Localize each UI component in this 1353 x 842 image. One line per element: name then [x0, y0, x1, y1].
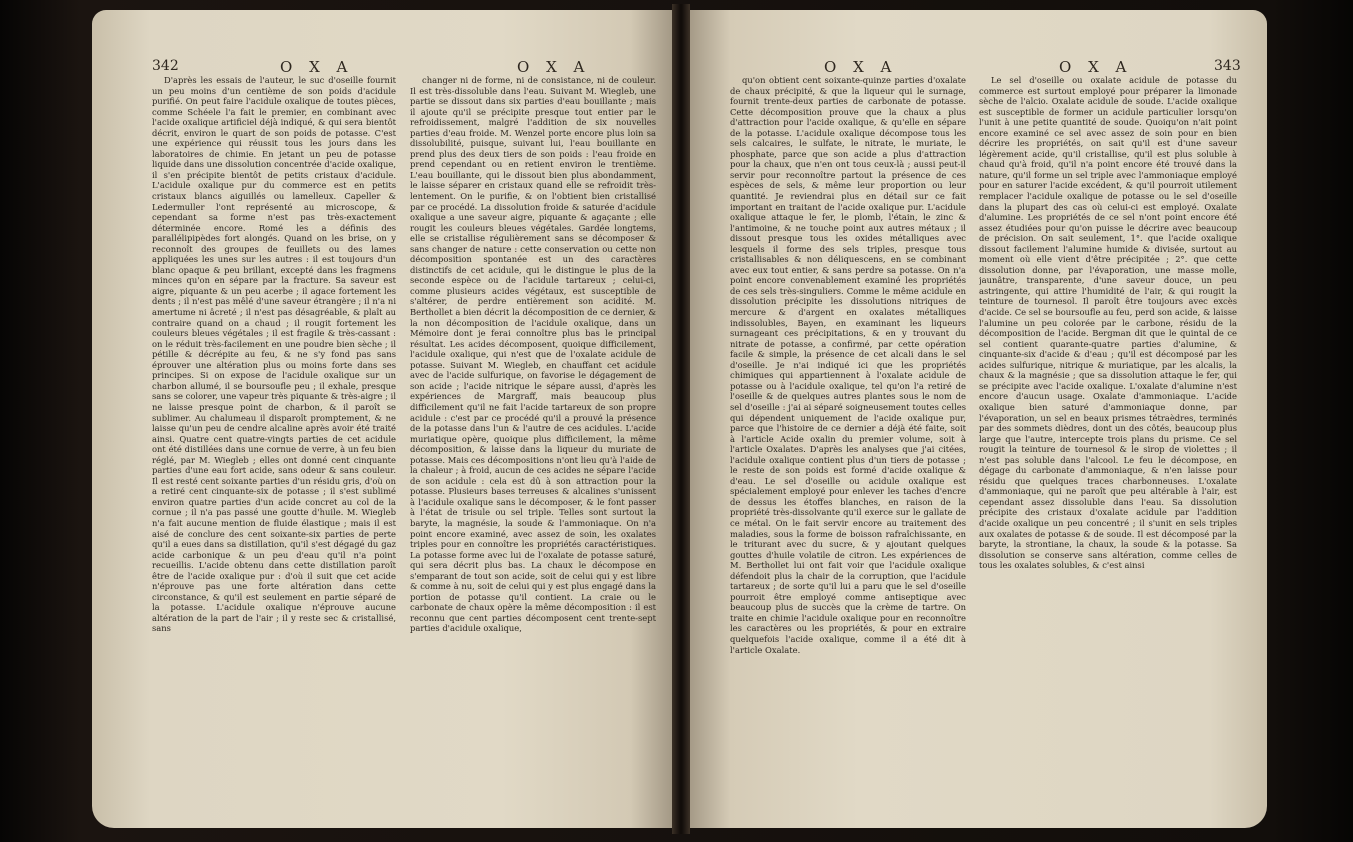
right-col1-header: O X A	[824, 58, 898, 76]
right-page-number: 343	[1214, 58, 1241, 74]
left-col1-header: O X A	[280, 58, 354, 76]
right-column-1-text: qu'on obtient cent soixante-quinze parties d'oxalate de chaux précipité, & que la liqueur qui le surnage, fournit trente-deux parties de carbonate de potasse. Cette décomposition prouve que la chaux a plus d'attraction pour l'acide oxalique, & qu'elle en sépare de la potasse. L'acidule oxalique décompose tous les sels calcaires, le sulfate, le nitrate, le muriate, le phosphate, parce que son acide a plus d'attraction pour la chaux, que n'en ont tous ceux-là ; aussi peut-il servir pour reconnoître partout la présence de ces espèces de sels, & même leur proportion ou leur quantité. Je reviendrai plus en détail sur ce fait important en traitant de l'acide oxalique pur. L'acidule oxalique attaque le fer, le plomb, l'étain, le zinc & l'antimoine, & ne touche point aux autres métaux ; il dissout presque tous les oxides métalliques avec lesquels il forme des sels triples, presque tous cristallisables & non déliquescens, en se combinant avec eux tout entier, & sans perdre sa potasse. On n'a point encore convenablement examiné les propriétés de ces sels très-singuliers. Comme le même acidule en dissolution précipite les dissolutions nitriques de mercure & d'argent en oxalates métalliques indissolubles, Bayen, en examinant les liqueurs surnageant ces précipitations, & en y trouvant du nitrate de potasse, a confirmé, par cette opération facile & simple, la présence de cet alcali dans le sel d'oseille. Je n'ai indiqué ici que les propriétés chimiques qui appartiennent à l'oxalate acidule de potasse ou à l'acidule oxalique, tel qu'on l'a retiré de l'oseille & de quelques autres plantes sous le nom de sel d'oseille : j'ai ai séparé soigneusement toutes celles qui dépendent uniquement de l'acide oxalique pur, parce que l'histoire de ce dernier a déjà été faite, soit à l'article Acide oxalin du premier volume, soit à l'article Oxalates. D'après les analyses que j'ai citées, l'acidule oxalique contient plus d'un tiers de potasse ; le reste de son poids est formé d'acide oxalique & d'eau. Le sel d'oseille ou acidule oxalique est spécialement employé pour enlever les taches d'encre de dessus les étoffes blanches, en raison de la propriété très-dissolvante qu'il exerce sur le gallate de ce métal. On le fait servir encore au traitement des maladies, sous la forme de boisson rafraîchissante, en le triturant avec du sucre, & y ajoutant quelques gouttes d'huile volatile de citron. Les expériences de M. Berthollet lui ont fait voir que l'acidule oxalique défendoit plus la chair de la corruption, que l'acidule tartareux ; de sorte qu'il lui a paru que le sel d'oseille pourroit être employé comme antiseptique avec beaucoup plus de succès que la crème de tartre. On traite en chimie l'acidule oxalique pour en reconnoître les caractères ou les propriétés, & pour en extraire quelquefois l'acide oxalique, comme il a été dit à l'article Oxalate.	[730, 75, 966, 655]
left-page-number: 342	[152, 58, 179, 74]
right-column-2	[979, 75, 1237, 815]
open-book	[92, 4, 1267, 834]
left-page	[92, 10, 677, 828]
right-column-1	[730, 75, 966, 815]
right-col2-header: O X A	[1059, 58, 1133, 76]
left-column-1-text: D'après les essais de l'auteur, le suc d'oseille fournit un peu moins d'un centième de son poids d'acidule purifié. On peut faire l'acidule oxalique de toutes pièces, comme Schéele l'a fait le premier, en combinant avec l'acide oxalique artificiel déjà indiqué, & qui sera bientôt décrit, environ le quart de son poids de potasse. C'est une expérience qui réussit tous les jours dans les laboratoires de chimie. En jetant un peu de potasse liquide dans une dissolution concentrée d'acide oxalique, il s'en précipite bientôt de petits cristaux d'acidule. L'acidule oxalique pur du commerce est en petits cristaux blancs aiguillés ou lamelleux. Capeller & Ledermuller l'ont représenté au microscope, & cependant sa forme n'est pas très-exactement déterminée encore. Romé les a définis des parallélipipèdes fort alongés. Quand on les brise, on y reconnoît des groupes de feuillets ou des lames appliquées les unes sur les autres : il est toujours d'un blanc opaque & peu brillant, excepté dans les fragmens minces qu'on en sépare par la fracture. Sa saveur est aigre, piquante & un peu acerbe ; il agace fortement les dents ; il n'est pas mêlé d'une saveur étrangère ; il n'a ni amertume ni âcreté ; il n'est pas désagréable, & plaît au contraire quand on a chaud ; il rougit fortement les couleurs bleues végétales ; il est fragile & très-cassant : on le réduit très-facilement en une poudre bien sèche ; il pétille & décrépite au feu, & ne s'y fond pas sans éprouver une altération plus ou moins forte dans ses principes. Si on expose de l'acidule oxalique sur un charbon allumé, il se boursoufle peu ; il exhale, presque sans se colorer, une vapeur très piquante & très-aigre ; il ne laisse presque point de charbon, & il paroît se sublimer. Au chalumeau il disparoît promptement, & ne laisse qu'un peu de cendre alcaline après avoir été traité ainsi. Quatre cent quatre-vingts parties de cet acidule ont été distillées dans une cornue de verre, à un feu bien réglé, par M. Wiegleb ; elles ont donné cent cinquante parties d'une eau fort acide, sans odeur & sans couleur. Il est resté cent soixante parties d'un résidu gris, d'où on a retiré cent cinquante-six de potasse ; il s'est sublimé environ quatre parties d'un acide concret au col de la cornue ; il n'a pas passé une goutte d'huile. M. Wiegleb n'a fait aucune mention de fluide élastique ; mais il est aisé de conclure des cent soixante-six parties de perte qu'il a eues dans sa distillation, qu'il s'est dégagé du gaz acide carbonique & un peu d'eau qu'il n'a point recueillis. L'acide obtenu dans cette distillation paroît être de l'acide oxalique pur : d'où il suit que cet acide n'éprouve pas une forte altération dans cette circonstance, & qu'il est seulement en partie séparé de la potasse. L'acidule oxalique n'éprouve aucune altération de la part de l'air ; il y reste sec & cristallisé, sans	[152, 75, 396, 634]
right-page	[684, 10, 1267, 828]
left-column-1	[152, 75, 396, 815]
left-column-2	[410, 75, 656, 815]
left-column-2-text: changer ni de forme, ni de consistance, ni de couleur. Il est très-dissoluble dans l'eau. Suivant M. Wiegleb, une partie se dissout dans six parties d'eau bouillante ; mais il ajoute qu'il se précipite presque tout entier par le refroidissement, malgré l'addition de six nouvelles parties d'eau froide. M. Wenzel porte encore plus loin sa dissolubilité, puisque, suivant lui, l'eau bouillante en prend plus des deux tiers de son poids : l'eau froide en prend cependant ou en retient environ le trentième. L'eau bouillante, qui le dissout bien plus abondamment, le laisse séparer en cristaux quand elle se refroidit très-lentement. On le purifie, & on l'obtient bien cristallisé par ce procédé. La dissolution froide & saturée d'acidule oxalique a une saveur aigre, piquante & agaçante ; elle rougit les couleurs bleues végétales. Gardée longtems, elle se cristallise régulièrement sans se décomposer & sans changer de nature : cette conservation ou cette non décomposition spontanée est un des caractères distinctifs de cet acidule, qui le distingue le plus de la seconde espèce ou de l'acidule tartareux ; celui-ci, comme plusieurs acides végétaux, est susceptible de s'altérer, de perdre entièrement son acidité. M. Berthollet a bien décrit la décomposition de ce dernier, & la non décomposition de l'acidule oxalique, dans un Mémoire dont je ferai connoître plus bas le principal résultat. Les acides décomposent, quoique difficilement, l'acidule oxalique, qui n'est que de l'oxalate acidule de potasse. Suivant M. Wiegleb, en chauffant cet acidule avec de l'acide sulfurique, on favorise le dégagement de son acide ; l'acide nitrique le sépare aussi, d'après les expériences de Margraff, mais beaucoup plus difficilement qu'il ne fait l'acide tartareux de son propre acidule : c'est par ce procédé qu'il a prouvé la présence de la potasse dans l'un & l'autre de ces acidules. L'acide muriatique opère, quoique plus difficilement, la même décomposition, & laisse dans la liqueur du muriate de potasse. Mais ces décompositions n'ont lieu qu'à l'aide de la chaleur ; à froid, aucun de ces acides ne sépare l'acide de son acidule : cela est dû à son attraction pour la potasse. Plusieurs bases terreuses & alcalines s'unissent à l'acidule oxalique sans le décomposer, & le font passer à l'état de trisule ou sel triple. Telles sont surtout la baryte, la magnésie, la soude & l'ammoniaque. On n'a point encore examiné, avec assez de soin, les oxalates triples pour en connoître les propriétés caractéristiques. La potasse forme avec lui de l'oxalate de potasse saturé, qui sera décrit plus bas. La chaux le décompose en s'emparant de tout son acide, soit de celui qui y est libre & comme à nu, soit de celui qui y est plus engagé dans la portion de potasse qu'il contient. La craie ou le carbonate de chaux opère la même décomposition : il est reconnu que cent parties décomposent cent trente-sept parties d'acidule oxalique,	[410, 75, 656, 634]
right-column-2-text: Le sel d'oseille ou oxalate acidule de potasse du commerce est surtout employé pour préparer la limonade sèche de l'alcio. Oxalate acidule de soude. L'acide oxalique est susceptible de former un acidule particulier lorsqu'on l'unit à une petite quantité de soude. Quoiqu'on n'ait point encore examiné ce sel avec assez de soin pour en bien décrire les propriétés, on sait qu'il est d'une saveur légèrement acide, qu'il cristallise, qu'il est plus soluble à chaud qu'à froid, qu'il n'a point encore été trouvé dans la nature, qu'il forme un sel triple avec l'ammoniaque employé pour en saturer l'acide excédent, & qu'il pourroit utilement remplacer l'acidule oxalique de potasse ou le sel d'oseille dans la plupart des cas où celui-ci est employé. Oxalate d'alumine. Les propriétés de ce sel n'ont point encore été assez étudiées pour qu'on puisse le décrire avec beaucoup de précision. On sait seulement, 1°. que l'acide oxalique dissout facilement l'alumine humide & divisée, surtout au moment où elle vient d'être précipitée ; 2°. que cette dissolution donne, par l'évaporation, une masse molle, jaunâtre, transparente, d'une saveur douce, un peu astringente, qui attire l'humidité de l'air, & qui rougit la teinture de tournesol. Il paroît être toujours avec excès d'acide. Ce sel se boursoufle au feu, perd son acide, & laisse l'alumine un peu colorée par le carbone, résidu de la décomposition de l'acide. Bergman dit que le quintal de ce sel contient quarante-quatre parties d'alumine, & cinquante-six d'acide & d'eau ; qu'il est décomposé par les acides sulfurique, nitrique & muriatique, par les alcalis, la chaux & la magnésie ; que sa dissolution attaque le fer, qui se précipite avec l'acide oxalique. L'oxalate d'alumine n'est encore d'aucun usage. Oxalate d'ammoniaque. L'acide oxalique bien saturé d'ammoniaque donne, par l'évaporation, un sel en beaux prismes tétraèdres, terminés par des sommets dièdres, dont un des côtés, beaucoup plus large que l'autre, intercepte trois plans du prisme. Ce sel rougit la teinture de tournesol & le sirop de violettes ; il n'est pas soluble dans l'alcool. Le feu le décompose, en dégage du carbonate d'ammoniaque, & n'en laisse pour résidu que quelques traces charbonneuses. L'oxalate d'ammoniaque, qui ne paroît que peu altérable à l'air, est cependant assez dissoluble dans l'eau. Sa dissolution précipite des cristaux d'oxalate acidule par l'addition d'acide oxalique un peu concentré ; il s'unit en sels triples aux oxalates de potasse & de soude. Il est décomposé par la baryte, la strontiane, la chaux, la soude & la potasse. Sa dissolution se conserve sans altération, comme celles de tous les oxalates solubles, & c'est ainsi	[979, 75, 1237, 571]
left-col2-header: O X A	[517, 58, 591, 76]
book-gutter	[672, 4, 690, 834]
